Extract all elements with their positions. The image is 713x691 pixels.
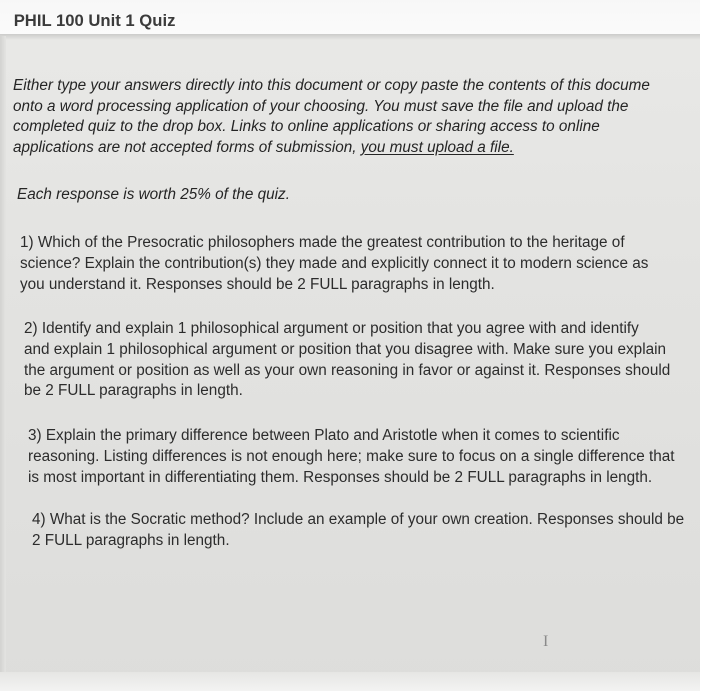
question-line: reasoning. Listing differences is not enough here; make sure to focus on a single difference that: [28, 447, 675, 465]
question-line: 1) Which of the Presocratic philosophers made the greatest contribution to the heritage of: [20, 234, 625, 251]
question-line: you understand it. Responses should be 2 FULL paragraphs in length.: [20, 275, 495, 293]
top-page-edge: [0, 0, 700, 34]
question-line: 2) Identify and explain 1 philosophical argument or position that you agree with and identify: [24, 320, 639, 337]
cutoff-document-title: PHIL 100 Unit 1 Quiz: [13, 11, 176, 30]
instructions-line: [13, 138, 713, 159]
text-cursor-icon: I: [543, 633, 549, 650]
question-4: [32, 510, 684, 552]
bottom-page-edge: [0, 672, 700, 691]
question-line: science? Explain the contribution(s) they made and explicitly connect it to modern science as: [20, 254, 649, 272]
instructions-paragraph: [13, 76, 713, 158]
question-2: [24, 319, 670, 402]
instructions-line: onto a word processing application of your choosing. You must save the file and upload the: [13, 97, 629, 115]
question-line: and explain 1 philosophical argument or position that you disagree with. Make sure you explain: [24, 340, 667, 358]
question-line: 3) Explain the primary difference between Plato and Aristotle when it comes to scientific: [28, 427, 620, 444]
page-edge-shadow: [0, 34, 700, 40]
question-line: 4) What is the Socratic method? Include an example of your own creation. Responses should be: [32, 511, 685, 528]
question-line: is most important in differentiating them. Responses should be 2 FULL paragraphs in length.: [28, 468, 653, 486]
question-line: 2 FULL paragraphs in length.: [32, 531, 230, 549]
weight-note: Each response is worth 25% of the quiz.: [17, 186, 290, 203]
question-line: be 2 FULL paragraphs in length.: [24, 382, 243, 400]
question-3: [28, 426, 675, 488]
question-line: the argument or position as well as your own reasoning in favor or against it. Responses should: [24, 361, 671, 379]
instructions-line: Either type your answers directly into this document or copy paste the contents of this docume: [13, 77, 650, 94]
upload-requirement-underlined: you must upload a file.: [360, 138, 514, 156]
instructions-line-text: applications are not accepted forms of submission,: [13, 138, 361, 156]
instructions-line: completed quiz to the drop box. Links to online applications or sharing access to online: [13, 118, 600, 135]
left-page-edge: [0, 36, 6, 691]
question-1: [20, 233, 648, 295]
